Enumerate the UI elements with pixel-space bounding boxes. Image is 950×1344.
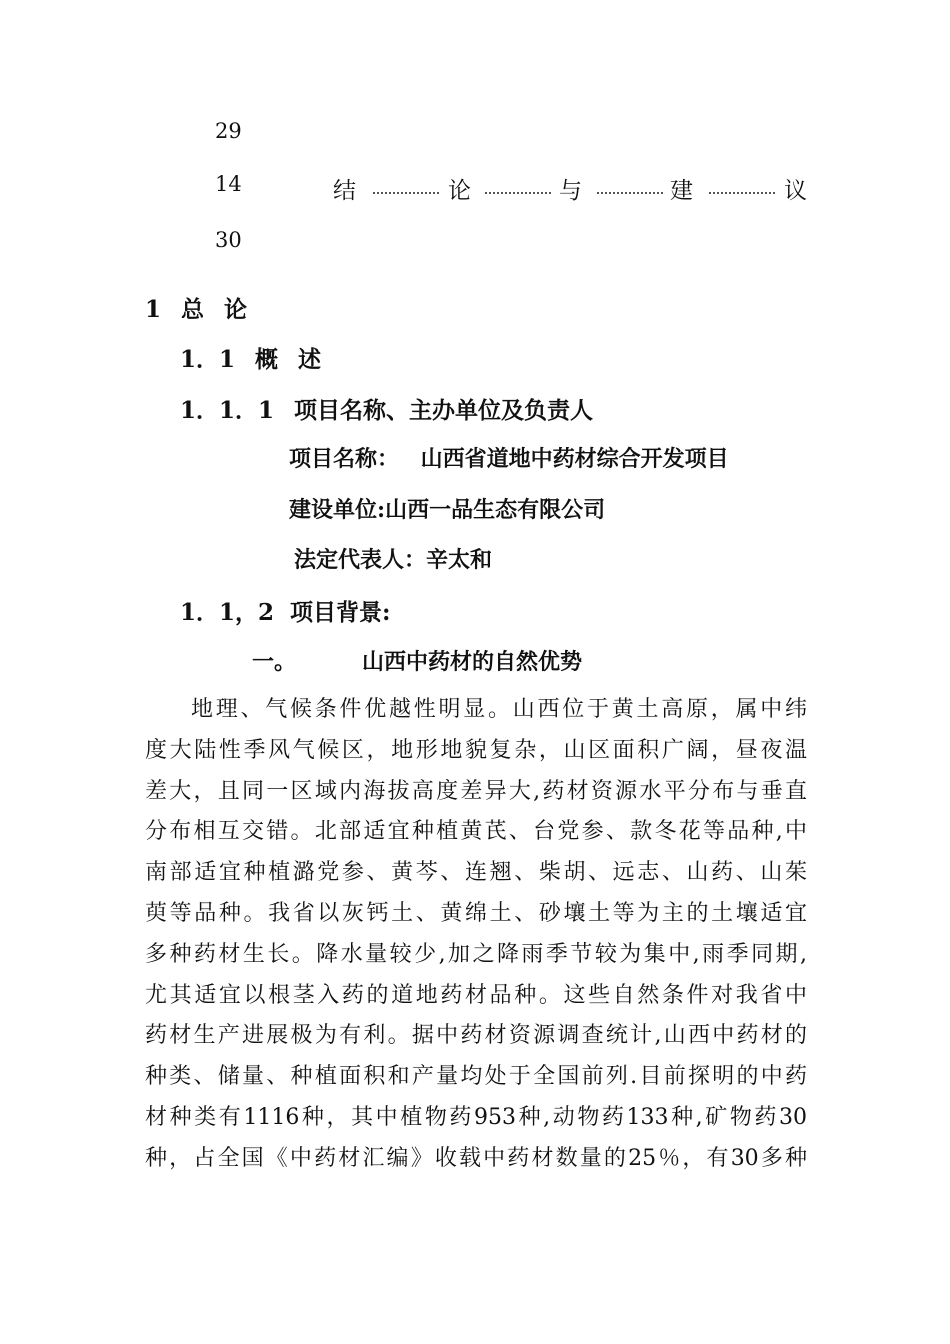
- toc-entry-number: 14: [215, 172, 242, 196]
- project-builder: 建设单位:山西一品生态有限公司: [289, 497, 606, 523]
- paragraph-line: 尤其适宜以根茎入药的道地药材品种。这些自然条件对我省中: [145, 982, 807, 1008]
- toc-entry-char: 论: [448, 178, 471, 204]
- list-marker: 一。: [252, 649, 297, 675]
- body-paragraph: [145, 690, 807, 1180]
- paragraph-line: 度大陆性季风气候区，地形地貌复杂，山区面积广阔，昼夜温: [145, 737, 807, 763]
- toc-entry-conclusion[interactable]: [215, 170, 807, 202]
- section-heading: 1．1 概 述: [180, 346, 322, 373]
- toc-entry-char: 结: [333, 178, 356, 204]
- paragraph-line: 差大，且同一区域内海拔高度差异大,药材资源水平分布与垂直: [145, 778, 807, 804]
- subsection-heading-background: 1．1，2 项目背景:: [180, 599, 391, 626]
- subsection-heading: 1．1．1 项目名称、主办单位及负责人: [180, 397, 594, 424]
- toc-leader-dots: [485, 192, 551, 194]
- toc-leader-dots: [709, 192, 775, 194]
- paragraph-line: 南部适宜种植潞党参、黄芩、连翘、柴胡、远志、山药、山茱: [145, 860, 807, 886]
- project-name: 项目名称： 山西省道地中药材综合开发项目: [289, 446, 729, 472]
- toc-page-number: 29: [215, 119, 242, 143]
- paragraph-line: 地理、气候条件优越性明显。山西位于黄土高原，属中纬: [191, 697, 807, 722]
- paragraph-line: 材种类有1116种，其中植物药953种,动物药133种,矿物药30: [145, 1104, 807, 1130]
- paragraph-line: 种类、储量、种植面积和产量均处于全国前列.目前探明的中药: [145, 1064, 807, 1090]
- toc-entry-char: 建: [670, 178, 693, 204]
- toc-entry-char: 与: [559, 178, 582, 204]
- toc-leader-dots: [373, 192, 439, 194]
- section-title: 山西中药材的自然优势: [362, 649, 583, 675]
- paragraph-line: 多种药材生长。降水量较少,加之降雨季节较为集中,雨季同期,: [145, 941, 807, 967]
- paragraph-line: 萸等品种。我省以灰钙土、黄绵土、砂壤土等为主的土壤适宜: [145, 900, 807, 926]
- paragraph-line: 种，占全国《中药材汇编》收载中药材数量的25％，有30多种: [145, 1145, 807, 1171]
- paragraph-line: 分布相互交错。北部适宜种植黄芪、台党参、款冬花等品种,中: [145, 819, 807, 845]
- chapter-heading: 1 总 论: [145, 296, 248, 323]
- paragraph-line: 药材生产进展极为有利。据中药材资源调查统计,山西中药材的: [145, 1023, 807, 1049]
- toc-page-number: 30: [215, 228, 242, 252]
- toc-entry-char: 议: [784, 178, 807, 204]
- toc-leader-dots: [597, 192, 663, 194]
- project-legal-representative: 法定代表人：辛太和: [294, 547, 493, 573]
